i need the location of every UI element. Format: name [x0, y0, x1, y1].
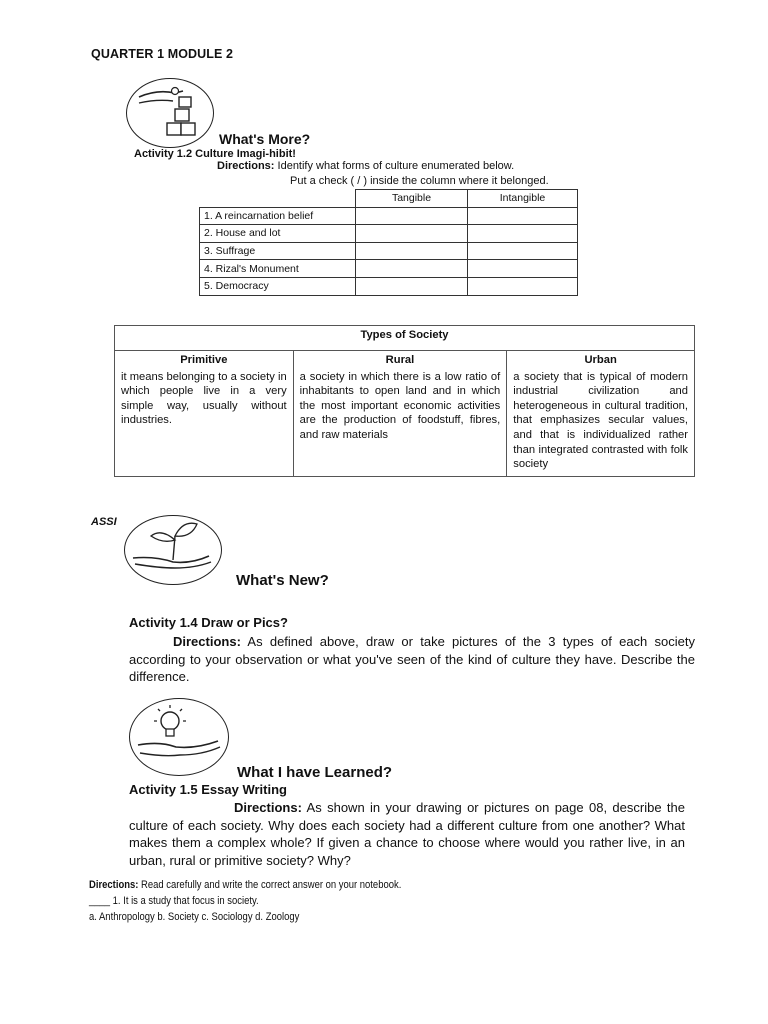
activity-1-4-directions [129, 633, 695, 686]
tangible-check-cell[interactable] [356, 207, 468, 225]
directions-text: Read carefully and write the correct answer on your notebook. [138, 879, 402, 891]
activity-1-2-directions [217, 160, 514, 172]
tangible-check-cell[interactable] [356, 260, 468, 278]
row-label: 5. Democracy [200, 277, 356, 295]
urban-header: Urban [584, 354, 617, 366]
whats-new-heading: What's New? [236, 572, 329, 589]
column-header-tangible: Tangible [356, 190, 468, 208]
empty-header-cell [200, 190, 356, 208]
activity-1-4-title: Activity 1.4 Draw or Pics? [129, 615, 288, 630]
column-header-intangible: Intangible [468, 190, 578, 208]
urban-definition: a society that is typical of modern industrial civilization and heterogeneous in cultural tradition, that emphasizes secular values, and that is individualized rather than integrated contrasted with folk society [513, 370, 688, 471]
primitive-cell [115, 351, 294, 477]
row-label: 2. House and lot [200, 225, 356, 243]
urban-cell [507, 351, 695, 477]
tangible-check-cell[interactable] [356, 277, 468, 295]
intangible-check-cell[interactable] [468, 277, 578, 295]
lightbulb-hand-icon [129, 698, 229, 776]
activity-1-5-title: Activity 1.5 Essay Writing [129, 782, 287, 797]
what-i-have-learned-heading: What I have Learned? [237, 764, 393, 781]
intangible-check-cell[interactable] [468, 242, 578, 260]
primitive-header: Primitive [180, 354, 228, 366]
directions-text: As shown in your drawing or pictures on page 08, describe the culture of each society. Why does each society had a different culture from one another? What makes them a complex whole? If given a chance to choose where would you rather live, in an urban, rural or primitive society? Why? [129, 800, 685, 868]
directions-text: Identify what forms of culture enumerated below. [274, 160, 515, 172]
activity-1-5-directions [129, 799, 685, 869]
quiz-question: ____ 1. It is a study that focus in society. [89, 895, 259, 907]
tangible-check-cell[interactable] [356, 225, 468, 243]
table-row [200, 225, 578, 243]
directions-label: Directions: [234, 800, 302, 815]
quiz-choices: a. Anthropology b. Society c. Sociology d. Zoology [89, 911, 300, 923]
table-row [200, 277, 578, 295]
intangible-check-cell[interactable] [468, 207, 578, 225]
directions-label: Directions: [173, 634, 241, 649]
table-header-row [200, 190, 578, 208]
module-header: QUARTER 1 MODULE 2 [91, 47, 234, 61]
culture-check-table [199, 189, 578, 296]
rural-definition: a society in which there is a low ratio of inhabitants to open land and in which the most important economic activities are the production of foodstuff, fibres, and raw materials [299, 370, 501, 441]
tangible-check-cell[interactable] [356, 242, 468, 260]
directions-text: As defined above, draw or take pictures of the 3 types of each society according to your observation or what you've seen of the kind of culture they have. Describe the difference. [129, 634, 695, 684]
intangible-check-cell[interactable] [468, 260, 578, 278]
intangible-check-cell[interactable] [468, 225, 578, 243]
row-label: 1. A reincarnation belief [200, 207, 356, 225]
primitive-definition: it means belonging to a society in which people live in a very simple way, usually without industries. [121, 370, 287, 427]
rural-cell [293, 351, 507, 477]
whats-more-heading: What's More? [219, 131, 311, 147]
table-row [200, 207, 578, 225]
table-row [200, 260, 578, 278]
activity-1-2-directions-line2: Put a check ( / ) inside the column where it belonged. [290, 175, 549, 187]
directions-label: Directions: [89, 879, 139, 891]
table-row [200, 242, 578, 260]
directions-label: Directions: [217, 160, 275, 172]
rural-header: Rural [385, 354, 415, 366]
hand-plant-icon [124, 515, 222, 585]
types-of-society-table [114, 325, 695, 477]
row-label: 4. Rizal's Monument [200, 260, 356, 278]
hand-blocks-icon [126, 78, 214, 148]
society-table-title: Types of Society [115, 326, 695, 351]
activity-1-2-title: Activity 1.2 Culture Imagi-hibit! [134, 148, 296, 160]
quiz-directions [89, 879, 401, 891]
assi-label: ASSI [91, 516, 117, 528]
row-label: 3. Suffrage [200, 242, 356, 260]
